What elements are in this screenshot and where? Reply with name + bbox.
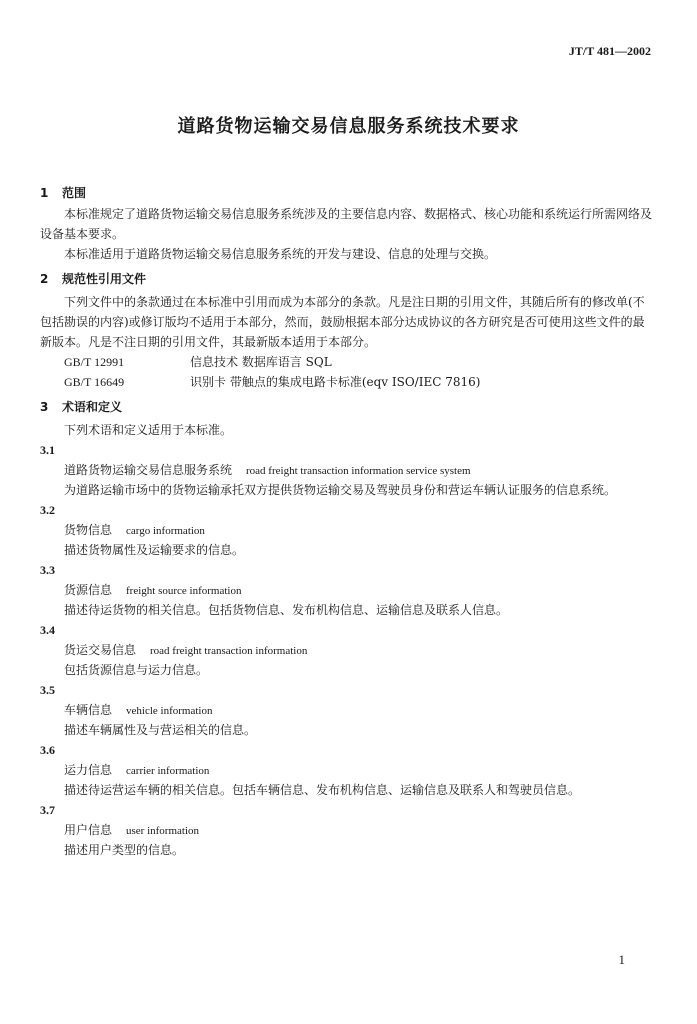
- term-line: [40, 580, 652, 600]
- section-1-number: 1: [40, 186, 49, 200]
- term-number: 3.1: [40, 443, 55, 457]
- term-english: road freight transaction information: [150, 645, 308, 657]
- term-line: [40, 640, 652, 660]
- document-title: 道路货物运输交易信息服务系统技术要求: [177, 116, 520, 137]
- section-3-number: 3: [40, 400, 49, 414]
- reference-code: GB/T 16649: [64, 375, 125, 389]
- term-chinese: 运力信息: [64, 763, 113, 777]
- reference-row: [40, 352, 652, 372]
- term-number: 3.5: [40, 683, 55, 697]
- term-definition: 描述货物属性及运输要求的信息。: [64, 543, 245, 557]
- reference-row: [40, 372, 652, 392]
- term-chinese: 货源信息: [64, 583, 113, 597]
- term-definition: 描述用户类型的信息。: [64, 843, 185, 857]
- term-chinese: 用户信息: [64, 823, 113, 837]
- reference-title: 信息技术 数据库语言 SQL: [190, 355, 332, 369]
- term-definition: 为道路运输市场中的货物运输承托双方提供货物运输交易及驾驶员身份和营运车辆认证服务的信息系统。: [64, 483, 617, 497]
- term-line: [40, 460, 652, 480]
- page-number: 1: [618, 952, 625, 967]
- term-line: [40, 520, 652, 540]
- standard-code: JT/T 481—2002: [568, 44, 651, 58]
- term-english: vehicle information: [126, 705, 213, 717]
- term-number: 3.2: [40, 503, 55, 517]
- term-number: 3.6: [40, 743, 55, 757]
- term-chinese: 货运交易信息: [64, 643, 137, 657]
- reference-title: 识别卡 带触点的集成电路卡标准(eqv ISO/IEC 7816): [190, 375, 481, 389]
- term-english: freight source information: [126, 585, 242, 597]
- section-2-title: 规范性引用文件: [62, 272, 147, 286]
- term-english: cargo information: [126, 525, 205, 537]
- section-1-heading: [40, 182, 652, 204]
- term-chinese: 车辆信息: [64, 703, 113, 717]
- document-body: [40, 182, 652, 860]
- term-chinese: 道路货物运输交易信息服务系统: [64, 463, 233, 477]
- term-english: user information: [126, 825, 200, 837]
- term-english: carrier information: [126, 765, 210, 777]
- section-1-title: 范围: [62, 186, 87, 200]
- section-2-number: 2: [40, 272, 49, 286]
- reference-code: GB/T 12991: [64, 355, 125, 369]
- term-chinese: 货物信息: [64, 523, 113, 537]
- section-1-paragraph-2: 本标准适用于道路货物运输交易信息服务系统的开发与建设、信息的处理与交换。: [64, 247, 497, 261]
- term-line: [40, 700, 652, 720]
- term-number: 3.7: [40, 803, 55, 817]
- term-english: road freight transaction information service system: [246, 465, 471, 477]
- section-2-paragraph: 下列文件中的条款通过在本标准中引用而成为本部分的条款。凡是注日期的引用文件，其随后所有的修改单(不包括勘误的内容)或修订版均不适用于本部分，然而，鼓励根据本部分达成协议的各方研究是否可使用这些文件的最新版本。凡是不注日期的引用文件，其最新版本适用于本部分。: [40, 295, 645, 349]
- term-definition: 描述待运营运车辆的相关信息。包括车辆信息、发布机构信息、运输信息及联系人和驾驶员信息。: [64, 783, 581, 797]
- term-definition: 描述车辆属性及与营运相关的信息。: [64, 723, 257, 737]
- section-1-paragraph-1: 本标准规定了道路货物运输交易信息服务系统涉及的主要信息内容、数据格式、核心功能和系统运行所需网络及设备基本要求。: [40, 207, 653, 241]
- section-3-intro: 下列术语和定义适用于本标准。: [64, 423, 233, 437]
- term-line: [40, 760, 652, 780]
- term-line: [40, 820, 652, 840]
- term-definition: 描述待运货物的相关信息。包括货物信息、发布机构信息、运输信息及联系人信息。: [64, 603, 509, 617]
- section-3-heading: [40, 396, 652, 418]
- term-number: 3.3: [40, 563, 55, 577]
- term-definition: 包括货源信息与运力信息。: [64, 663, 209, 677]
- term-number: 3.4: [40, 623, 55, 637]
- section-3-title: 术语和定义: [62, 400, 123, 414]
- section-2-heading: [40, 268, 652, 290]
